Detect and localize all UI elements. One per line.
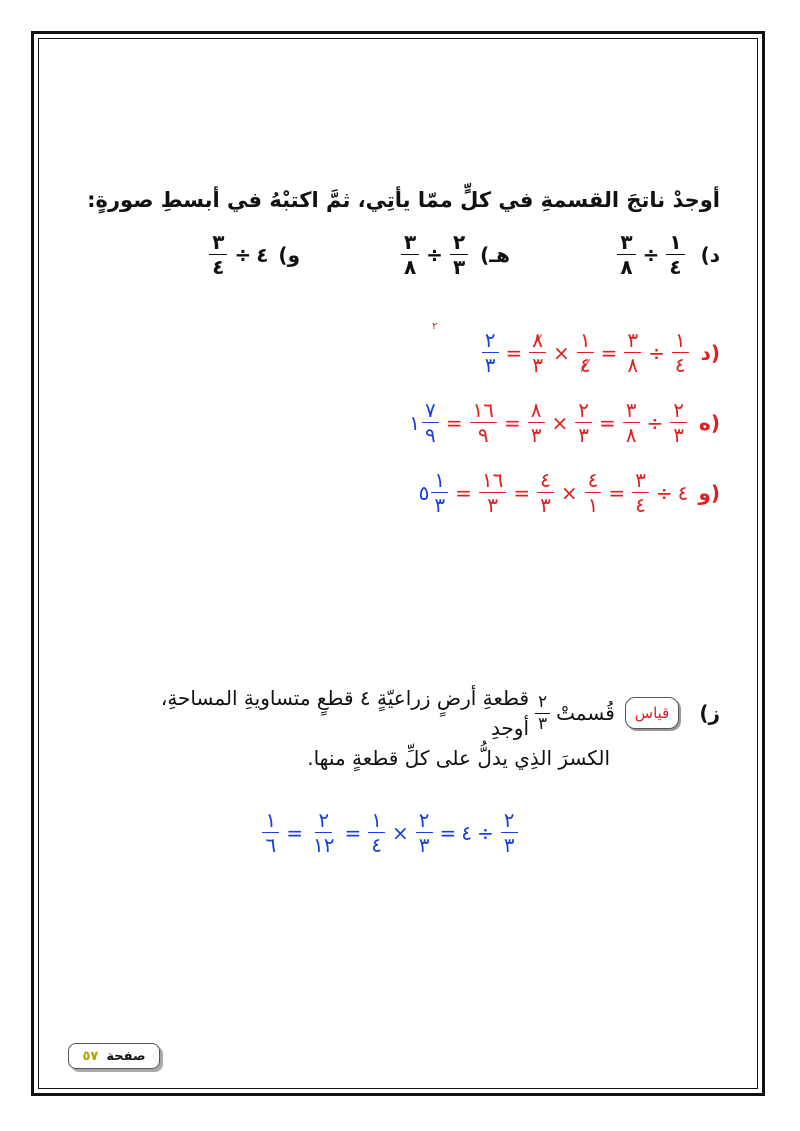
- frac-den: ٨: [620, 255, 633, 279]
- equals-sign: =: [455, 480, 472, 505]
- problem-d-label: د): [700, 242, 720, 267]
- equals-sign: =: [445, 410, 463, 435]
- frac-num: ٣: [401, 232, 419, 255]
- frac-num: ١: [262, 810, 279, 833]
- frac-den: ١٢: [312, 833, 335, 857]
- solution-w: [418, 468, 720, 517]
- frac-den: ٣: [503, 833, 515, 857]
- equals-sign: =: [505, 340, 523, 365]
- frac-den: ٤: [635, 493, 646, 517]
- frac-den: ٤: [212, 255, 225, 279]
- frac-den: ٣: [530, 423, 542, 447]
- problem-w-label: و): [278, 242, 300, 267]
- frac-num: ٣: [624, 330, 641, 353]
- frac-num: ٢: [450, 232, 468, 255]
- page-number-badge: [68, 1043, 160, 1069]
- frac-den: ٣: [484, 353, 496, 377]
- cancelled-digit: ٨: [532, 328, 544, 352]
- frac-den: ٤: [669, 255, 682, 279]
- frac-num: ٣: [209, 232, 227, 255]
- frac-den: ٣: [540, 493, 551, 517]
- equals-sign: =: [286, 820, 303, 845]
- problem-w: [190, 232, 300, 277]
- equals-sign: =: [600, 340, 618, 365]
- frac-num: ٤: [537, 470, 554, 493]
- times-sign: ×: [551, 410, 569, 435]
- frac-den: ٨: [627, 353, 639, 377]
- problem-h-label: هـ): [480, 242, 510, 267]
- frac-num: ١٦: [470, 400, 497, 423]
- equals-sign: =: [344, 820, 362, 845]
- times-sign: ×: [560, 480, 578, 505]
- frac-num: ٣: [617, 232, 635, 255]
- question-z: [120, 683, 720, 773]
- question-z-label: ز): [699, 701, 720, 725]
- times-sign: ×: [553, 340, 570, 365]
- div-sign: ÷: [477, 820, 494, 845]
- frac-num: ٢: [315, 810, 332, 833]
- equals-sign: =: [439, 820, 457, 845]
- frac-num: ٨: [528, 400, 545, 423]
- frac-den: ٩: [424, 423, 436, 447]
- cancel-result: ٢: [432, 321, 438, 332]
- div-sign: ÷: [648, 340, 665, 365]
- frac-num: ١: [431, 470, 448, 493]
- frac-num: ٢: [575, 400, 592, 423]
- frac-num: ٣: [632, 470, 649, 493]
- frac-den: ٣: [418, 833, 430, 857]
- frac-num: ١: [672, 330, 689, 353]
- frac-den: ٣: [452, 255, 466, 279]
- frac-num: ٤: [585, 470, 602, 493]
- operator: ÷: [642, 242, 660, 267]
- qiyas-badge: قياس: [625, 697, 680, 729]
- problem-d: [545, 232, 720, 277]
- instruction-text: أوجدْ ناتجَ القسمةِ في كلٍّ ممّا يأتِي، ثمَّ اكتبْهُ في أبسطِ صورةٍ:: [87, 188, 720, 212]
- frac-den: ٣: [434, 493, 446, 517]
- frac-num: ٢: [416, 810, 433, 833]
- solution-d-label: د): [700, 340, 720, 365]
- frac-den: ٤: [371, 833, 382, 857]
- frac-den: ٦: [265, 833, 277, 857]
- solution-h: [409, 398, 720, 447]
- frac-den: ٣: [538, 713, 548, 734]
- frac-num: ٣: [623, 400, 640, 423]
- frac-den: ٣: [673, 423, 685, 447]
- cancelled-digit: ٤: [579, 353, 591, 377]
- operator: ÷: [426, 242, 443, 267]
- frac-den: ٣: [578, 423, 590, 447]
- frac-num: ١: [666, 232, 684, 255]
- frac-num: ١: [577, 330, 594, 353]
- div-sign: ÷: [655, 480, 673, 505]
- frac-den: ٩: [477, 423, 489, 447]
- whole-number: ٤: [677, 480, 689, 505]
- solution-h-label: ه): [699, 410, 720, 435]
- frac-den: ٣: [487, 493, 498, 517]
- times-sign: ×: [391, 820, 409, 845]
- frac-den: ٨: [625, 423, 637, 447]
- question-text-pre: قُسمتْ: [556, 701, 615, 725]
- equals-sign: =: [608, 480, 626, 505]
- whole-number: ٤: [461, 820, 473, 845]
- mixed-whole: ١: [409, 410, 420, 435]
- operator: ÷: [234, 242, 252, 267]
- solution-z: [240, 810, 540, 855]
- div-sign: ÷: [646, 410, 664, 435]
- equals-sign: =: [503, 410, 521, 435]
- page-label: صفحة: [106, 1048, 146, 1064]
- solution-d: [432, 321, 720, 377]
- mixed-whole: ٥: [418, 480, 430, 505]
- frac-num: ٢: [670, 400, 687, 423]
- frac-num: ٢: [482, 330, 499, 353]
- equals-sign: =: [599, 410, 616, 435]
- page-number: ٥٧: [82, 1048, 99, 1064]
- frac-den: ٤: [674, 353, 686, 377]
- problem-h: [385, 232, 510, 277]
- frac-den: ٨: [403, 255, 417, 279]
- whole-number: ٤: [256, 242, 269, 267]
- solution-w-label: و): [698, 480, 720, 505]
- frac-den: ٣: [532, 353, 544, 377]
- frac-num: ١: [368, 810, 385, 833]
- question-text-line2: الكسرَ الذِي يدلُّ على كلِّ قطعةٍ منها.: [307, 746, 610, 770]
- frac-num: ٢: [501, 810, 518, 833]
- frac-num: ١٦: [479, 470, 506, 493]
- question-text-post: قطعةِ أرضٍ زراعيّةٍ ٤ قطعٍ متساويةِ المساحةِ، أوجدِ: [160, 686, 530, 740]
- frac-num: ٢: [535, 694, 550, 714]
- frac-den: ١: [587, 493, 599, 517]
- frac-num: ٧: [422, 400, 439, 423]
- equals-sign: =: [513, 480, 531, 505]
